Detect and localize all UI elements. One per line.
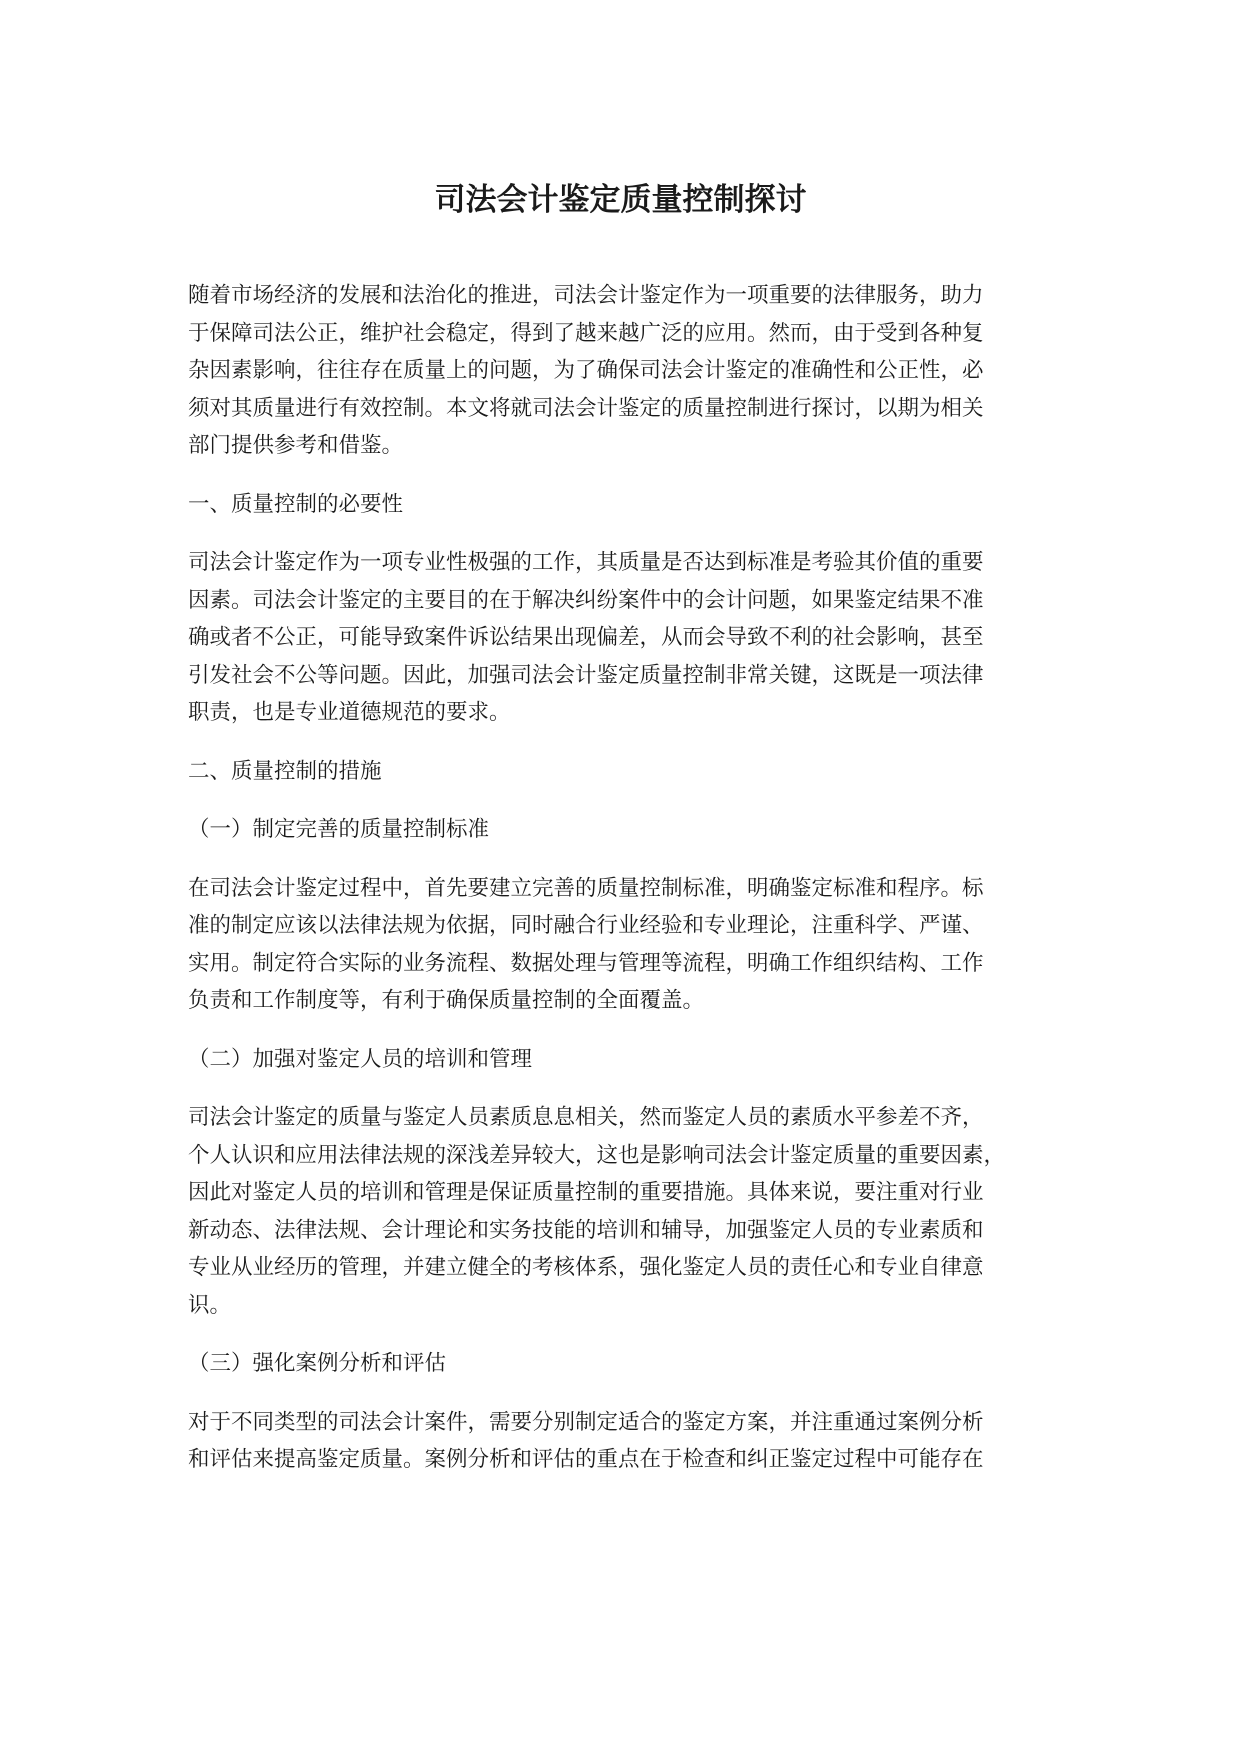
document-body <box>188 277 1078 1500</box>
subsection-3-paragraph: 对于不同类型的司法会计案件，需要分别制定适合的鉴定方案，并注重通过案例分析 和评估来提高鉴定质量。案例分析和评估的重点在于检查和纠正鉴定过程中可能存在 <box>188 1409 984 1472</box>
subsection-1-heading: （一）制定完善的质量控制标准 <box>188 817 490 842</box>
subsection-3-heading: （三）强化案例分析和评估 <box>188 1351 447 1376</box>
section-2-heading: 二、质量控制的措施 <box>188 758 382 784</box>
subsection-1-paragraph: 在司法会计鉴定过程中，首先要建立完善的质量控制标准，明确鉴定标准和程序。标 准的制定应该以法律法规为依据，同时融合行业经验和专业理论，注重科学、严谨、 实用。制定符合实际的业务流程、数据处理与管理等流程，明确工作组织结构、工作 负责和工作制度等，有利于确保质量控制的全面覆盖。 <box>188 875 984 1013</box>
subsection-2-paragraph: 司法会计鉴定的质量与鉴定人员素质息息相关，然而鉴定人员的素质水平参差不齐， 个人认识和应用法律法规的深浅差异较大，这也是影响司法会计鉴定质量的重要因素， 因此对鉴定人员的培训和管理是保证质量控制的重要措施。具体来说，要注重对行业 新动态、法律法规、会计理论和实务技能的培训和辅导，加强鉴定人员的专业素质和 专业从业经历的管理，并建立健全的考核体系，强化鉴定人员的责任心和专业自律意 识。 <box>188 1105 1006 1318</box>
section-1-paragraph: 司法会计鉴定作为一项专业性极强的工作，其质量是否达到标准是考验其价值的重要 因素。司法会计鉴定的主要目的在于解决纠纷案件中的会计问题，如果鉴定结果不准 确或者不公正，可能导致案件诉讼结果出现偏差，从而会导致不利的社会影响，甚至 引发社会不公等问题。因此，加强司法会计鉴定质量控制非常关键，这既是一项法律 职责，也是专业道德规范的要求。 <box>188 550 984 725</box>
subsection-2-heading: （二）加强对鉴定人员的培训和管理 <box>188 1046 533 1072</box>
intro-paragraph: 随着市场经济的发展和法治化的推进，司法会计鉴定作为一项重要的法律服务，助力 于保障司法公正，维护社会稳定，得到了越来越广泛的应用。然而，由于受到各种复 杂因素影响，往往存在质量上的问题，为了确保司法会计鉴定的准确性和公正性，必 须对其质量进行有效控制。本文将就司法会计鉴定的质量控制进行探讨，以期为相关 部门提供参考和借鉴。 <box>188 283 984 458</box>
document-title: 司法会计鉴定质量控制探讨 <box>434 182 807 218</box>
section-1-heading: 一、质量控制的必要性 <box>188 491 404 517</box>
